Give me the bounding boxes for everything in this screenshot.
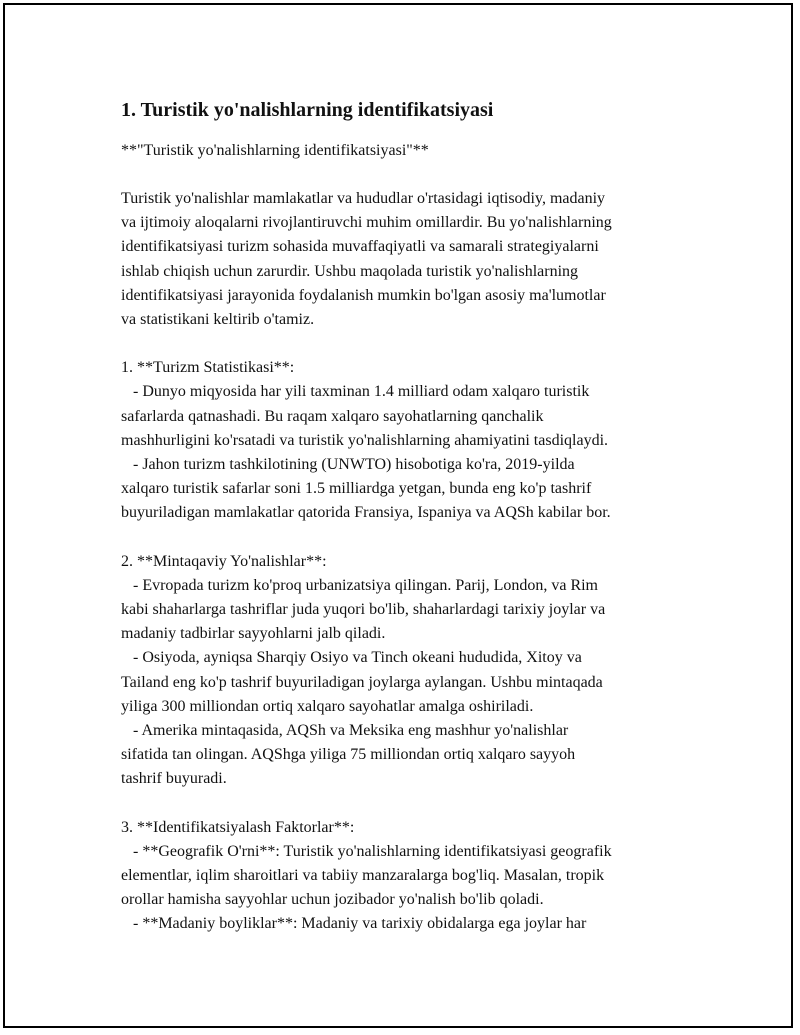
continuation-line: sifatida tan olingan. AQShga yiliga 75 milliondan ortiq xalqaro sayyoh	[121, 746, 576, 764]
bullet-line: - **Madaniy boyliklar**: Madaniy va tarixiy obidalarga ega joylar har	[133, 915, 587, 933]
bullet-line: - Amerika mintaqasida, AQSh va Meksika eng mashhur yo'nalishlar	[133, 722, 569, 740]
section-1	[121, 356, 701, 525]
bullet-line: - Dunyo miqyosida har yili taxminan 1.4 milliard odam xalqaro turistik	[133, 383, 590, 401]
intro-line: va ijtimoiy aloqalarni rivojlantiruvchi muhim omillardir. Bu yo'nalishlarning	[121, 214, 612, 232]
intro-line: identifikatsiyasi jarayonida foydalanish mumkin bo'lgan asosiy ma'lumotlar	[121, 286, 606, 304]
bullet-line: - **Geografik O'rni**: Turistik yo'nalishlarning identifikatsiyasi geografik	[133, 842, 612, 860]
continuation-line: mashhurligini ko'rsatadi va turistik yo'nalishlarning ahamiyatini tasdiqlaydi.	[121, 431, 609, 449]
intro-line: identifikatsiyasi turizm sohasida muvaffaqiyatli va samarali strategiyalarni	[121, 238, 599, 256]
intro-line: ishlab chiqish uchun zarurdir. Ushbu maqolada turistik yo'nalishlarning	[121, 262, 579, 280]
page-subtitle: **"Turistik yo'nalishlarning identifikatsiyasi"**	[121, 142, 429, 159]
section-heading: 2. **Mintaqaviy Yo'nalishlar**:	[121, 552, 327, 570]
continuation-line: orollar hamisha sayyohlar uchun jozibador yo'nalish bo'lib qoladi.	[121, 891, 544, 909]
intro-paragraph	[121, 187, 701, 332]
intro-line: Turistik yo'nalishlar mamlakatlar va hududlar o'rtasidagi iqtisodiy, madaniy	[121, 190, 606, 207]
bullet-line: - Osiyoda, ayniqsa Sharqiy Osiyo va Tinch okeani hududida, Xitoy va	[133, 649, 582, 667]
section-heading: 1. **Turizm Statistikasi**:	[121, 359, 295, 377]
bullet-line: - Jahon turizm tashkilotining (UNWTO) hisobotiga ko'ra, 2019-yilda	[133, 456, 575, 474]
continuation-line: kabi shaharlarga tashriflar juda yuqori bo'lib, shaharlardagi tarixiy joylar va	[121, 601, 606, 619]
page-title: 1. Turistik yo'nalishlarning identifikatsiyasi	[121, 99, 494, 121]
continuation-line: tashrif buyuradi.	[121, 770, 227, 788]
intro-line: va statistikani keltirib o'tamiz.	[121, 311, 315, 329]
section-3	[121, 816, 701, 937]
continuation-line: buyuriladigan mamlakatlar qatorida Fransiya, Ispaniya va AQSh kabilar bor.	[121, 504, 611, 522]
bullet-line: - Evropada turizm ko'proq urbanizatsiya qilingan. Parij, London, va Rim	[133, 576, 598, 594]
continuation-line: yiliga 300 milliondan ortiq xalqaro sayohatlar amalga oshiriladi.	[121, 697, 534, 715]
continuation-line: madaniy tadbirlar sayyohlarni jalb qiladi.	[121, 625, 386, 643]
sections-container	[121, 356, 701, 936]
document-content	[121, 97, 701, 937]
section-2	[121, 550, 701, 792]
continuation-line: xalqaro turistik safarlar soni 1.5 milliardga yetgan, bunda eng ko'p tashrif	[121, 480, 592, 498]
continuation-line: Tailand eng ko'p tashrif buyuriladigan joylarga aylangan. Ushbu mintaqada	[121, 673, 603, 691]
continuation-line: safarlarda qatnashadi. Bu raqam xalqaro sayohatlarning qanchalik	[121, 407, 544, 425]
continuation-line: elementlar, iqlim sharoitlari va tabiiy manzaralarga bog'liq. Masalan, tropik	[121, 867, 605, 885]
section-heading: 3. **Identifikatsiyalash Faktorlar**:	[121, 818, 355, 836]
document-page	[3, 3, 793, 1028]
